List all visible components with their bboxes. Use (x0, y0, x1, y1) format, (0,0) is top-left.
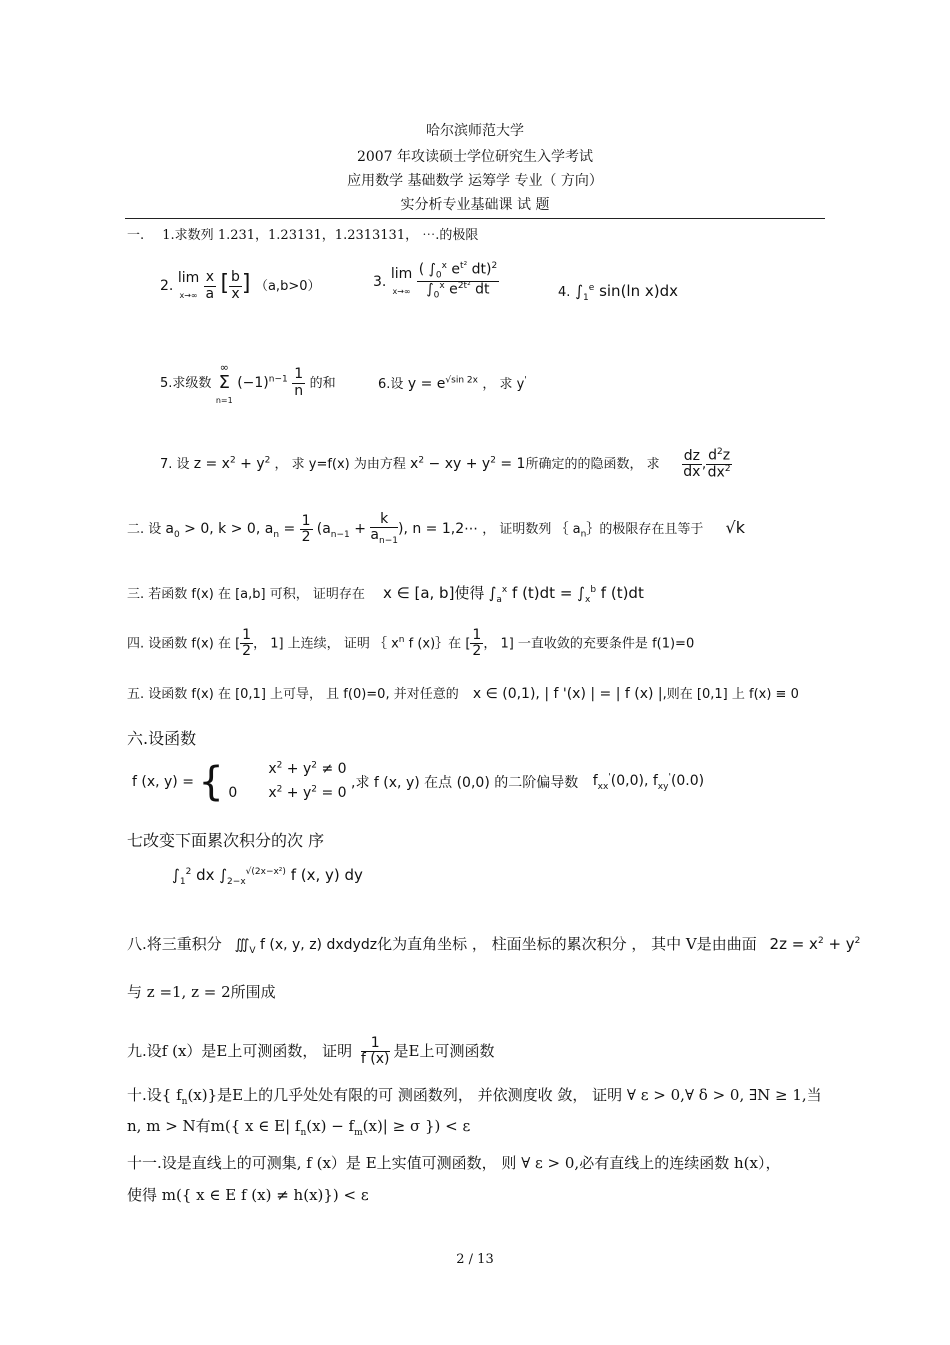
page-number: 2 / 13 (456, 1252, 494, 1267)
q1-part4: 4. $\int_1^e$ sin(ln x)dx (558, 282, 678, 303)
q1-part2: 2. lim x→∞ $\frac{x}{a}$ [ $\frac{b}{x}$ ] （a,b>0） (160, 269, 321, 302)
q3: 三. 若函数 f(x) 在 [a,b] 可积， 证明存在 x ∈ [a, b]使得 $\int_a^x$ f $(t)dt = \int_x^b$ f (t)dt (127, 584, 644, 605)
q1-part6: 6.设 $y = e^{√sin 2x}$ ， 求 y' (378, 375, 527, 392)
q6-title: 六.设函数 (127, 729, 197, 748)
majors-line: 应用数学 基础数学 运筹学 专业（ 方向） (347, 173, 603, 189)
integral-ratio: $\frac{( \int_0^x e^{t^2} dt)^2}{\int_0^x e^{2t^2} dt}$ (418, 261, 498, 301)
q11-line2: 使得 m({ x ∈ E f (x) ≠ h(x)}) < ε (127, 1186, 369, 1204)
q1-part7: 7. 设 $z = x^2 + y^2$ ， 求 y=f(x) 为由方程 $x^2$ − xy + $y^2 = 1$所确定的的隐函数， 求 $\frac{dz}{dx}$ , $\frac{d^2z}{dx^2}$ (160, 447, 731, 481)
q8-line2: 与 z =1, z = 2所围成 (127, 983, 276, 1001)
header-divider (125, 218, 825, 219)
q1-text: 1.求数列 1.231，1.23131，1.2313131， ⋯.的极限 (162, 228, 479, 243)
university-title: 哈尔滨师范大学 (426, 123, 524, 139)
q1-part3: 3. lim x→∞ $\frac{( \int_0^x e^{t^2} dt)^2}{\int_0^x e^{2t^2} dt}$ (373, 261, 498, 301)
q2: 二. 设 $a_0 > 0$, k > 0, $a_n$ = $\frac{1}{2}$ ($a_{n-1}$ + $\frac{k}{a_{n-1}}$ ), n = 1,2⋯ ， 证明数列 ｛ $a_n\}$的极限存在且等于 √k (127, 511, 745, 547)
subject-line: 实分析专业基础课 试 题 (400, 197, 550, 213)
q1-part1 (127, 224, 478, 243)
q10-line2: n, m > N有m({ x ∈ E| $f_n(x) - f_m(x)| \ge \sigma$ }) < ε (127, 1117, 471, 1138)
q9: 九.设f (x）是E上可测函数， 证明 $\frac{1}{f (x)}$ 是E上可测函数 (127, 1035, 495, 1068)
limit-expr: lim x→∞ (177, 270, 200, 300)
exam-title: 2007 年攻读硕士学位研究生入学考试 (356, 149, 594, 165)
q1-label: 一. (127, 228, 145, 243)
q8-line1: 八.将三重积分 $∭_V$ f (x, y, z) dxdydz化为直角坐标 ， 柱面坐标的累次积分 ， 其中 V是由曲面 $2z = x^2 + y^2$ (127, 935, 861, 956)
fraction-x-over-a: $\frac{x}{a}$ (205, 269, 215, 302)
sum-sign: ∞ Σ n=1 (215, 361, 233, 405)
q4: 四. 设函数 f(x) 在 [ $\frac{1}{2}$ ， 1] 上连续， 证明 ｛ $x^n$ f (x)｝在 [ $\frac{1}{2}$ ， 1] 一直收敛的充要条件是 f(1)=0 (127, 627, 695, 660)
q11-line1: 十一.设是直线上的可测集, f (x）是 E上实值可测函数， 则 ∀ ε > 0,必有直线上的连续函数 h(x）， (127, 1154, 781, 1172)
q6-formula: f (x, y) = { $x^2 + y^2 \ne 0$ 0 $x^2 + y^2 = 0$ ,求 f (x, y) 在点 (0,0) 的二阶偏导数 $f_{xx}'(0,0)$, $f_{xy}'(0.0)$ (132, 758, 705, 805)
fraction-b-over-x: $\frac{b}{x}$ (231, 269, 240, 302)
q7-title: 七改变下面累次积分的次 序 (127, 831, 325, 850)
q10-line1: 十.设{ $f_n(x)$}是E上的几乎处处有限的可 测函数列， 并依测度收 敛， 证明 ∀ ε > 0,∀ δ > 0, ∃N ≥ 1,当 (127, 1086, 822, 1107)
q5: 五. 设函数 f(x) 在 [0,1] 上可导， 且 f(0)=0, 并对任意的 x ∈ (0,1), | f '(x) | = | f (x) |,则在 [0,1] 上 f(x) ≡ 0 (127, 686, 799, 702)
q1-part5: 5.求级数 ∞ Σ n=1 $(-1)^{n-1}$ $\frac{1}{n}$ 的和 (160, 361, 336, 405)
q7-formula: $\int_1^2$ dx $\int_{2-x}^{√(2x-x^2)}$ f (x, y) dy (172, 866, 363, 887)
